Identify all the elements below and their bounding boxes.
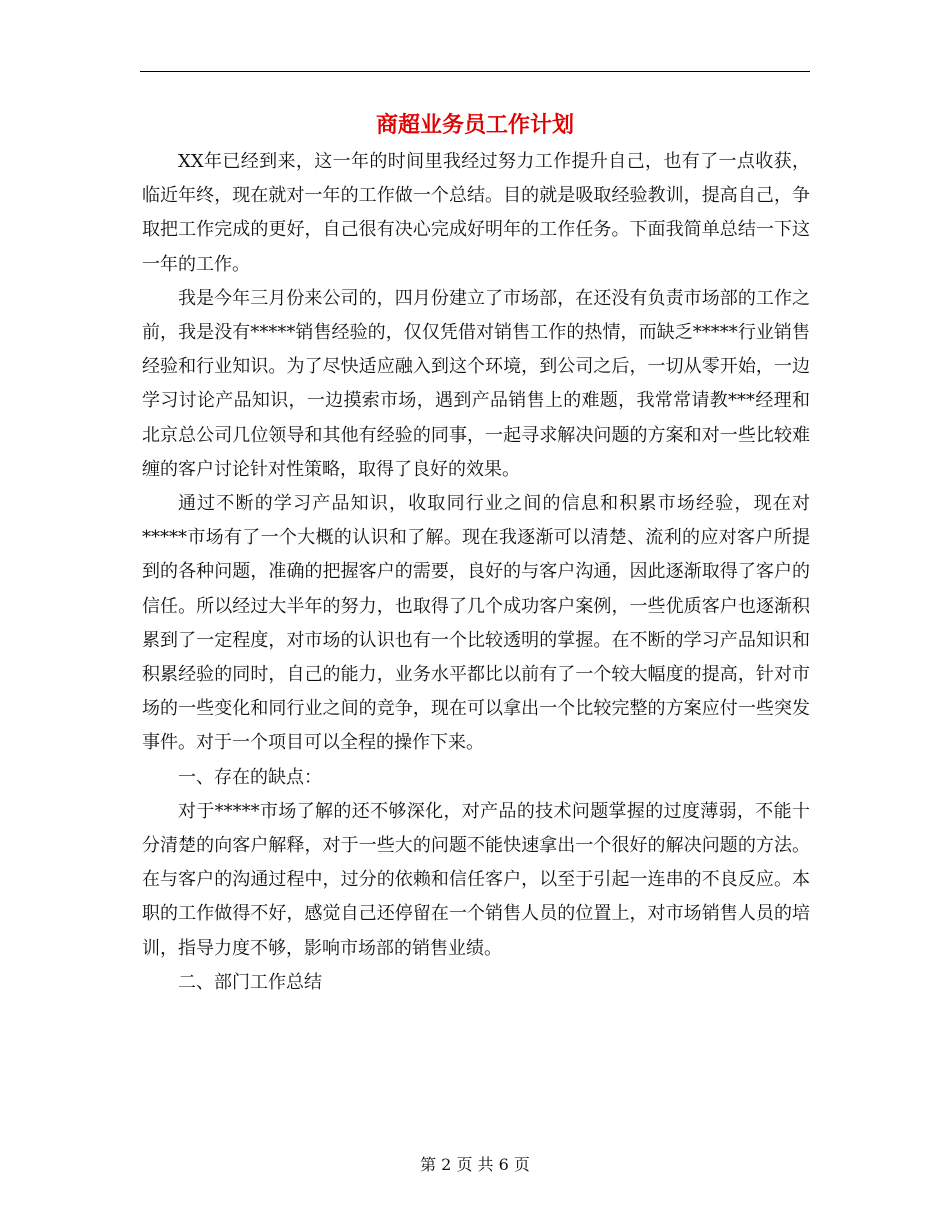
section-heading-shortcomings: 一、存在的缺点： [178,766,322,788]
paragraph-intro: XX年已经到来，这一年的时间里我经过努力工作提升自己，也有了一点收获，临近年终，现在就对一年的工作做一个总结。目的就是吸取经验教训，提高自己，争取把工作完成的更好，自己很有决心完成好明年的工作任务。下面我简单总结一下这一年的工作。 [142,151,810,275]
document-body [142,145,810,1000]
section-heading-department-summary: 二、部门工作总结 [178,971,322,993]
paragraph-progress: 通过不断的学习产品知识，收取同行业之间的信息和积累市场经验，现在对*****市场有了一个大概的认识和了解。现在我逐渐可以清楚、流利的应对客户所提到的各种问题，准确的把握客户的需要，良好的与客户沟通，因此逐渐取得了客户的信任。所以经过大半年的努力，也取得了几个成功客户案例，一些优质客户也逐渐积累到了一定程度，对市场的认识也有一个比较透明的掌握。在不断的学习产品知识和积累经验的同时，自己的能力，业务水平都比以前有了一个较大幅度的提高，针对市场的一些变化和同行业之间的竞争，现在可以拿出一个比较完整的方案应付一些突发事件。对于一个项目可以全程的操作下来。 [142,493,810,754]
paragraph-background: 我是今年三月份来公司的，四月份建立了市场部，在还没有负责市场部的工作之前，我是没有*****销售经验的，仅仅凭借对销售工作的热情，而缺乏*****行业销售经验和行业知识。为了尽快适应融入到这个环境，到公司之后，一切从零开始，一边学习讨论产品知识，一边摸索市场，遇到产品销售上的难题，我常常请教***经理和北京总公司几位领导和其他有经验的同事，一起寻求解决问题的方案和对一些比较难缠的客户讨论针对性策略，取得了良好的效果。 [142,287,810,480]
page-number-footer: 第 2 页 共 6 页 [420,1155,530,1174]
paragraph-shortcomings: 对于*****市场了解的还不够深化，对产品的技术问题掌握的过度薄弱，不能十分清楚的向客户解释，对于一些大的问题不能快速拿出一个很好的解决问题的方法。在与客户的沟通过程中，过分的依赖和信任客户，以至于引起一连串的不良反应。本职的工作做得不好，感觉自己还停留在一个销售人员的位置上，对市场销售人员的培训，指导力度不够，影响市场部的销售业绩。 [142,800,810,959]
header-rule [140,71,810,72]
document-title: 商超业务员工作计划 [375,113,574,138]
